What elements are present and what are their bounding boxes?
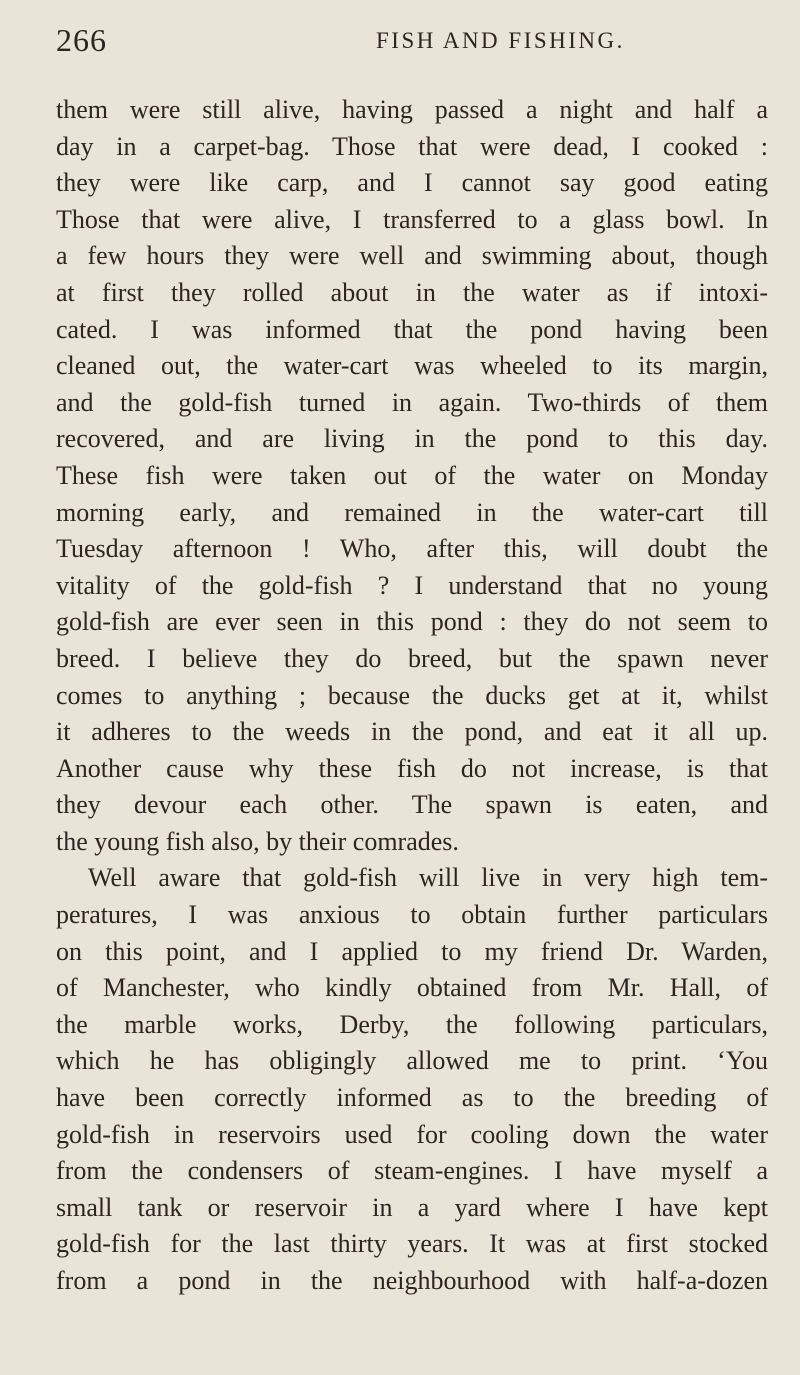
text-line: gold-fish are ever seen in this pond : they do not seem to bbox=[56, 607, 768, 637]
text-line: peratures, I was anxious to obtain further particulars bbox=[56, 900, 768, 930]
text-line: and the gold-fish turned in again. Two-thirds of them bbox=[56, 387, 768, 417]
text-line: a few hours they were well and swimming about, though bbox=[56, 241, 768, 271]
text-line: from a pond in the neighbourhood with half-a-dozen bbox=[56, 1266, 768, 1295]
text-line: breed. I believe they do breed, but the spawn never bbox=[56, 643, 768, 673]
text-line: them were still alive, having passed a night and half a bbox=[56, 95, 768, 124]
text-line: cleaned out, the water-cart was wheeled to its margin, bbox=[56, 351, 768, 381]
text-line: which he has obligingly allowed me to print. ‘You bbox=[56, 1046, 768, 1076]
page-number: 266 bbox=[56, 22, 107, 58]
text-line: day in a carpet-bag. Those that were dead, I cooked : bbox=[56, 131, 768, 161]
text-line: on this point, and I applied to my friend Dr. Warden, bbox=[56, 936, 768, 966]
text-line: vitality of the gold-fish ? I understand that no young bbox=[56, 570, 768, 600]
text-line: of Manchester, who kindly obtained from Mr. Hall, of bbox=[56, 973, 768, 1003]
text-line: small tank or reservoir in a yard where I have kept bbox=[56, 1192, 768, 1222]
text-line: they were like carp, and I cannot say good eating bbox=[56, 168, 768, 198]
text-line: Well aware that gold-fish will live in very high tem- bbox=[88, 863, 768, 893]
text-line: Those that were alive, I transferred to a glass bowl. In bbox=[56, 204, 768, 234]
text-line: from the condensers of steam-engines. I have myself a bbox=[56, 1156, 768, 1186]
text-line: at first they rolled about in the water as if intoxi- bbox=[56, 277, 768, 307]
text-line: have been correctly informed as to the breeding of bbox=[56, 1083, 768, 1113]
text-line: Tuesday afternoon ! Who, after this, will doubt the bbox=[56, 534, 768, 564]
text-line: it adheres to the weeds in the pond, and eat it all up. bbox=[56, 717, 768, 747]
running-head bbox=[56, 14, 768, 82]
text-line: Another cause why these fish do not increase, is that bbox=[56, 753, 768, 783]
text-line: comes to anything ; because the ducks get at it, whilst bbox=[56, 680, 768, 710]
text-line: gold-fish for the last thirty years. It was at first stocked bbox=[56, 1229, 768, 1259]
text-line: gold-fish in reservoirs used for cooling down the water bbox=[56, 1119, 768, 1149]
text-line: recovered, and are living in the pond to this day. bbox=[56, 424, 768, 454]
running-title: FISH AND FISHING. bbox=[376, 28, 625, 53]
text-line: morning early, and remained in the water-cart till bbox=[56, 497, 768, 527]
text-line: cated. I was informed that the pond having been bbox=[56, 314, 768, 344]
text-line: These fish were taken out of the water on Monday bbox=[56, 460, 768, 490]
text-line: they devour each other. The spawn is eaten, and bbox=[56, 790, 768, 820]
text-line: the marble works, Derby, the following particulars, bbox=[56, 1009, 768, 1039]
text-line: the young fish also, by their comrades. bbox=[56, 826, 459, 856]
body-text bbox=[56, 92, 768, 1300]
